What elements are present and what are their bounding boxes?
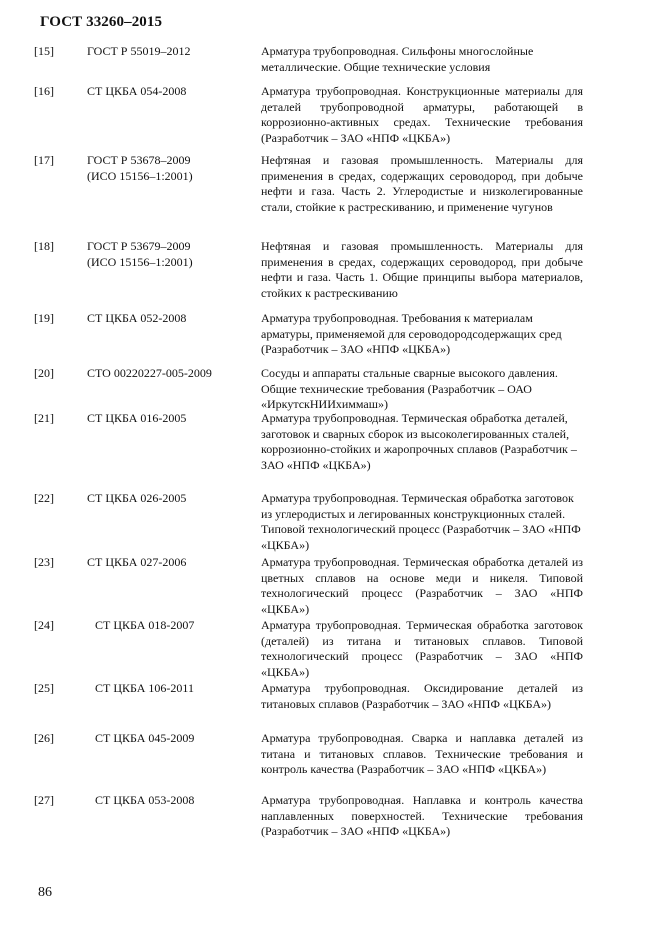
- reference-number: [20]: [34, 366, 54, 380]
- reference-code-line: СТ ЦКБА 027-2006: [87, 555, 187, 569]
- reference-number: [16]: [34, 84, 54, 98]
- reference-code-line: СТ ЦКБА 053-2008: [95, 793, 195, 807]
- reference-number: [24]: [34, 618, 54, 632]
- reference-title: Нефтяная и газовая промышленность. Материалы для применения в средах, содержащих сероводород, при добыче нефти и газа. Часть 2. Углеродистые и низколегированные стали, стойкие к растрескиванию, и применение чугунов: [261, 153, 583, 214]
- page-number: 86: [38, 885, 52, 900]
- reference-code-line: СТ ЦКБА 052-2008: [87, 311, 187, 325]
- reference-code-line: СТ ЦКБА 018-2007: [95, 618, 195, 632]
- reference-code-line: (ИСО 15156–1:2001): [87, 254, 193, 269]
- reference-code-line: СТ ЦКБА 054-2008: [87, 84, 187, 98]
- reference-number: [25]: [34, 681, 54, 695]
- reference-title: Арматура трубопроводная. Наплавка и контроль качества наплавленных поверхностей. Технические требования (Разработчик – ЗАО «НПФ «ЦКБА»): [261, 793, 583, 839]
- reference-title: Сосуды и аппараты стальные сварные высокого давления. Общие технические требования (Разработчик – ОАО «ИркутскНИИхиммаш»): [261, 366, 558, 412]
- reference-code-line: СТ ЦКБА 106-2011: [95, 681, 194, 695]
- reference-number: [19]: [34, 311, 54, 325]
- reference-code: [95, 681, 260, 697]
- reference-code-line: СТ ЦКБА 016-2005: [87, 411, 187, 425]
- reference-code-line: СТО 00220227-005-2009: [87, 366, 212, 380]
- reference-title: Арматура трубопроводная. Сильфоны многослойные металлические. Общие технические условия: [261, 44, 534, 74]
- reference-title: Арматура трубопроводная. Требования к материалам арматуры, применяемой для сероводородсодержащих сред (Разработчик – ЗАО «НПФ «ЦКБА»): [261, 311, 562, 357]
- reference-title: Нефтяная и газовая промышленность. Материалы для применения в средах, содержащих сероводород, при добыче нефти и газа. Часть 1. Общие принципы выбора материалов, стойких к растрескиванию: [261, 239, 583, 300]
- reference-title: Арматура трубопроводная. Термическая обработка заготовок (деталей) из титана и титановых сплавов. Типовой технологический процесс (Разработчик – ЗАО «НПФ «ЦКБА»): [261, 618, 583, 679]
- reference-code: [87, 84, 252, 100]
- reference-number: [23]: [34, 555, 54, 569]
- reference-code-line: СТ ЦКБА 045-2009: [95, 731, 195, 745]
- reference-title: Арматура трубопроводная. Термическая обработка заготовок из углеродистых и легированных конструкционных сталей. Типовой технологический процесс (Разработчик – ЗАО «НПФ «ЦКБА»): [261, 491, 581, 552]
- reference-number: [26]: [34, 731, 54, 745]
- reference-code: [95, 793, 260, 809]
- reference-code: [87, 555, 252, 571]
- reference-code: [87, 311, 252, 327]
- reference-number: [27]: [34, 793, 54, 807]
- reference-title: Арматура трубопроводная. Сварка и наплавка деталей из титана и титановых сплавов. Технические требования и контроль качества (Разработчик – ЗАО «НПФ «ЦКБА»): [261, 731, 583, 777]
- reference-code: [87, 411, 252, 427]
- reference-number: [21]: [34, 411, 54, 425]
- reference-number: [15]: [34, 44, 54, 58]
- reference-title: Арматура трубопроводная. Термическая обработка деталей, заготовок и сварных сборок из высоколегированных сталей, коррозионно-стойких и жаропрочных сплавов (Разработчик – ЗАО «НПФ «ЦКБА»): [261, 411, 577, 472]
- reference-code-line: ГОСТ Р 53678–2009: [87, 153, 191, 167]
- reference-code-line: ГОСТ Р 53679–2009: [87, 239, 191, 253]
- reference-code-line: (ИСО 15156–1:2001): [87, 168, 193, 183]
- reference-code: [95, 618, 260, 634]
- reference-code: [87, 491, 252, 507]
- reference-number: [17]: [34, 153, 54, 167]
- reference-code: [87, 44, 252, 60]
- reference-title: Арматура трубопроводная. Оксидирование деталей из титановых сплавов (Разработчик – ЗАО «НПФ «ЦКБА»): [261, 681, 583, 711]
- reference-code: [95, 731, 260, 747]
- reference-code-line: СТ ЦКБА 026-2005: [87, 491, 187, 505]
- page-header-title: ГОСТ 33260–2015: [40, 14, 163, 30]
- reference-number: [22]: [34, 491, 54, 505]
- reference-code: [87, 366, 252, 382]
- reference-code: [87, 239, 252, 270]
- reference-title: Арматура трубопроводная. Термическая обработка деталей из цветных сплавов на основе меди и никеля. Типовой технологический процесс (Разработчик – ЗАО «НПФ «ЦКБА»): [261, 555, 583, 616]
- reference-code-line: ГОСТ Р 55019–2012: [87, 44, 191, 58]
- reference-code: [87, 153, 252, 184]
- reference-number: [18]: [34, 239, 54, 253]
- reference-title: Арматура трубопроводная. Конструкционные материалы для деталей трубопроводной арматуры, работающей в коррозионно-активных средах. Технические требования (Разработчик – ЗАО «НПФ «ЦКБА»): [261, 84, 583, 145]
